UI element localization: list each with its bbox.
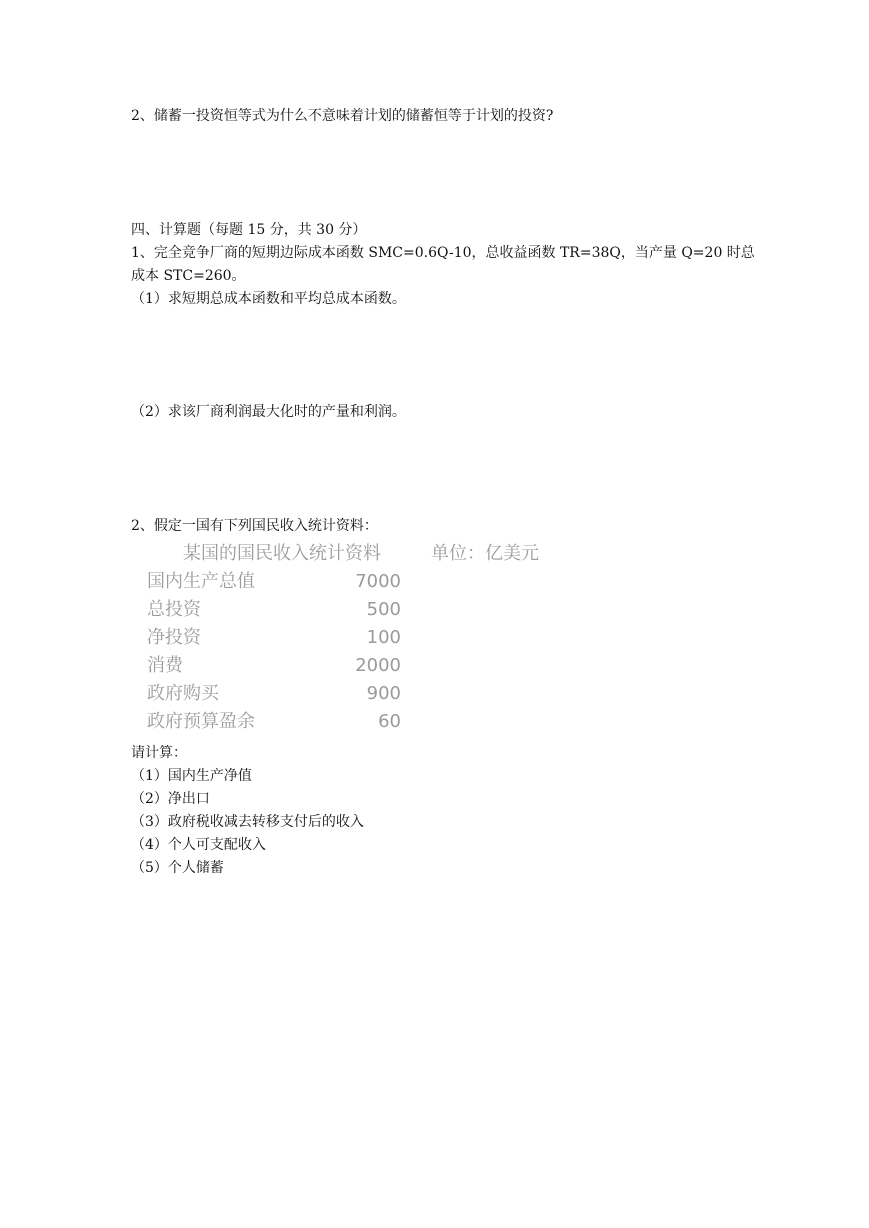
q2-item: （4）个人可支配收入 [131,837,266,853]
table-row-name: 总投资 [147,599,201,620]
table-row [131,708,431,736]
table-row-value: 100 [366,627,401,648]
table-row-value: 500 [366,599,401,620]
table-row-value: 60 [378,711,401,732]
table-row-name: 净投资 [147,627,201,648]
question-2-text: 2、储蓄一投资恒等式为什么不意味着计划的储蓄恒等于计划的投资? [131,108,554,124]
q1-text-line1: 1、完全竞争厂商的短期边际成本函数 SMC=0.6Q-10，总收益函数 TR=38Q，当产量 Q=20 时总 [131,245,755,261]
table-row [131,568,431,596]
table-row-value: 900 [366,683,401,704]
table-row-value: 2000 [355,655,401,676]
table-row [131,596,431,624]
q2-item: （3）政府税收减去转移支付后的收入 [131,814,364,830]
q2-intro: 2、假定一国有下列国民收入统计资料： [131,518,378,534]
q1-part1: （1）求短期总成本函数和平均总成本函数。 [131,291,406,307]
q2-item: （5）个人储蓄 [131,860,224,876]
table-row-name: 国内生产总值 [147,571,255,592]
table-unit: 单位：亿美元 [431,543,539,564]
table-row [131,680,431,708]
section-heading: 四、计算题（每题 15 分，共 30 分） [131,222,367,238]
q2-prompt: 请计算： [131,745,187,761]
table-row-name: 政府预算盈余 [147,711,255,732]
table-row-name: 消费 [147,655,183,676]
q2-item: （2）净出口 [131,791,210,807]
table-row [131,652,431,680]
table-row-value: 7000 [355,571,401,592]
q1-text-line2: 成本 STC=260。 [131,268,246,284]
table-title: 某国的国民收入统计资料 [183,543,381,564]
table-row-name: 政府购买 [147,683,219,704]
q1-part2: （2）求该厂商利润最大化时的产量和利润。 [131,404,406,420]
q2-item: （1）国内生产净值 [131,768,252,784]
income-statistics-table [131,540,551,736]
table-row [131,624,431,652]
